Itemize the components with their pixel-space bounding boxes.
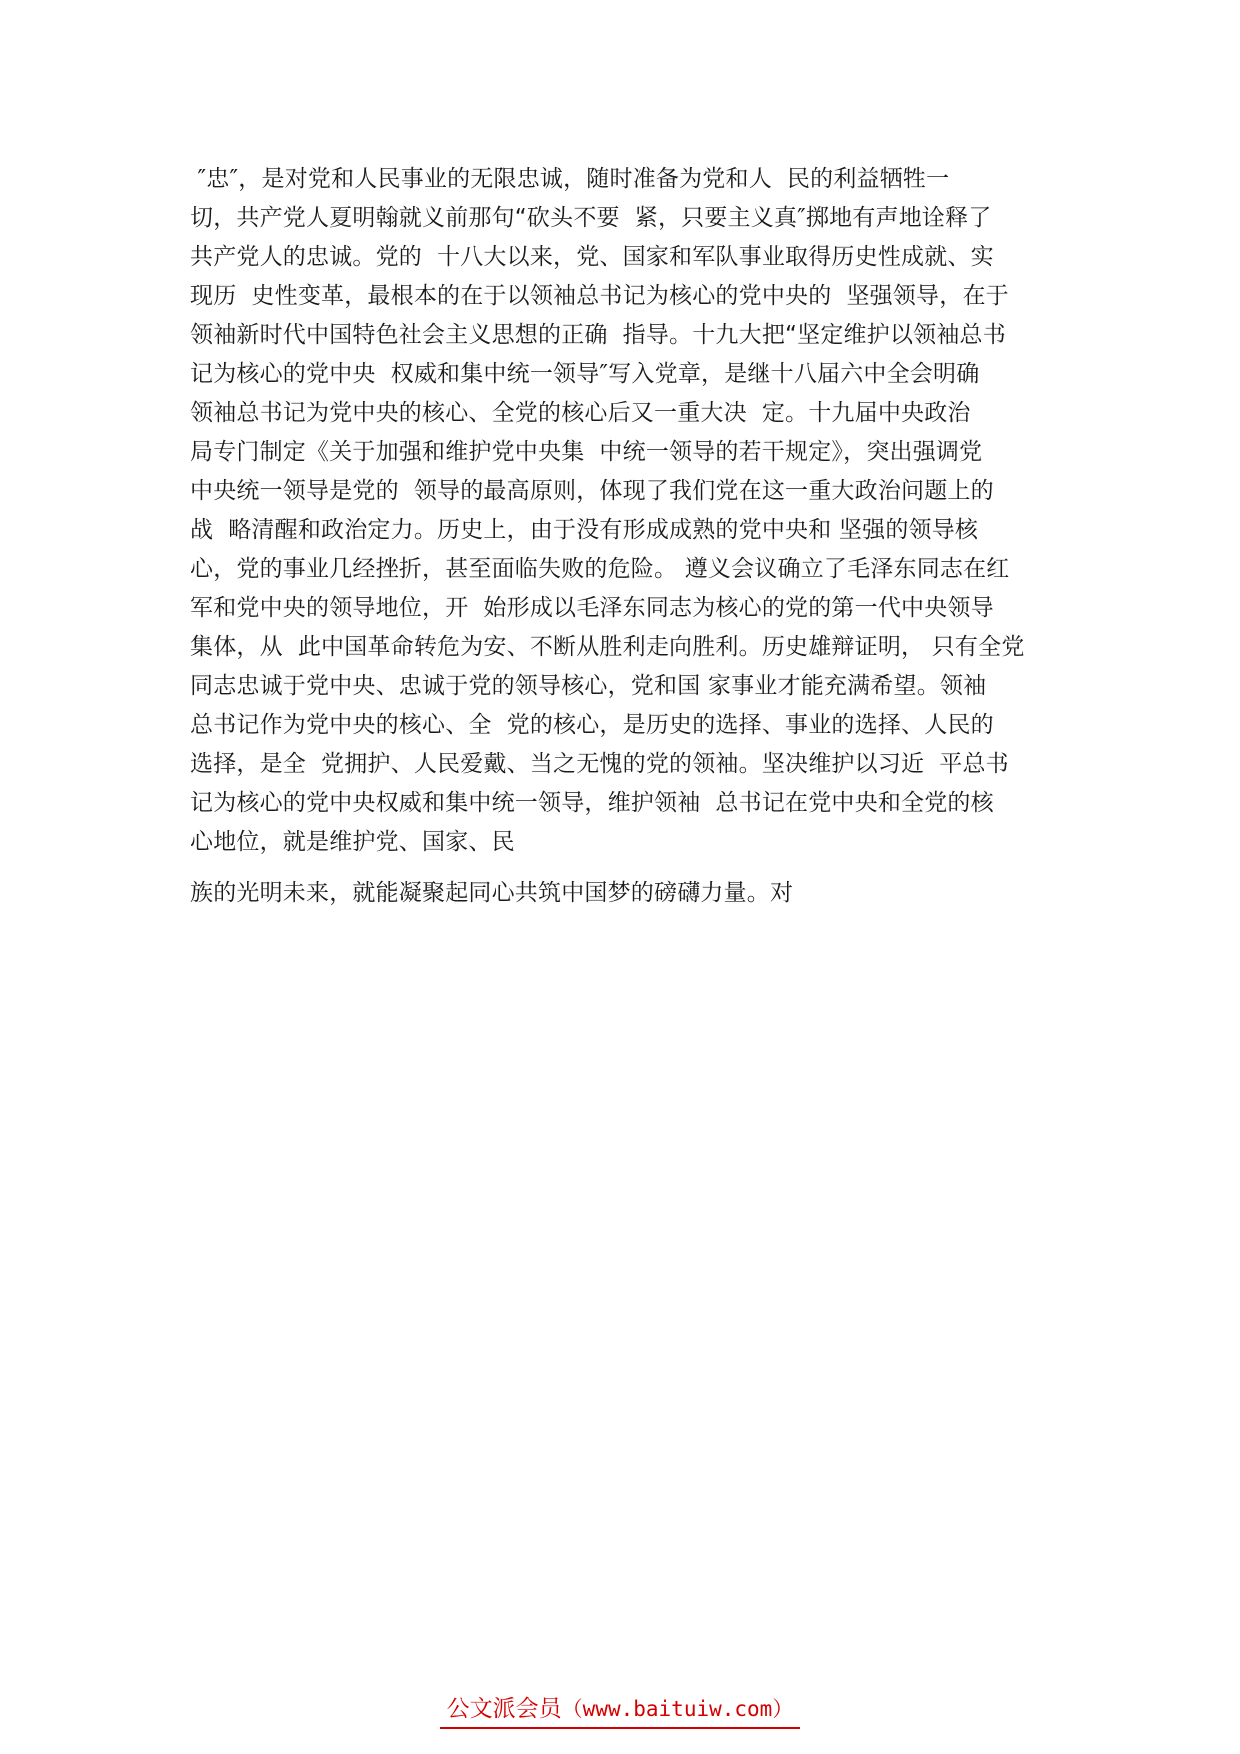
text-line-16: 选择，是全 党拥护、人民爱戴、当之无愧的党的领袖。坚决维护以习近 平总书 <box>190 751 1009 777</box>
text-line-3: 共产党人的忠诚。党的 十八大以来，党、国家和军队事业取得历史性成就、实 <box>190 244 994 270</box>
text-line-9: 中央统一领导是党的 领导的最高原则，体现了我们党在这一重大政治问题上的 <box>190 478 994 504</box>
footer-site-url[interactable]: （www.baituiw.com） <box>561 1697 794 1721</box>
text-line-15: 总书记作为党中央的核心、全 党的核心，是历史的选择、事业的选择、人民的 <box>190 712 994 738</box>
text-line-4: 现历 史性变革，最根本的在于以领袖总书记为核心的党中央的 坚强领导，在于 <box>190 283 1009 309</box>
text-line-10: 战 略清醒和政治定力。历史上，由于没有形成成熟的党中央和 坚强的领导核 <box>190 517 979 543</box>
text-line-5: 领袖新时代中国特色社会主义思想的正确 指导。十九大把“坚定维护以领袖总书 <box>190 322 1006 348</box>
text-line-13: 集体，从 此中国革命转危为安、不断从胜利走向胜利。历史雄辩证明， 只有全党 <box>190 634 1025 660</box>
text-line-14: 同志忠诚于党中央、忠诚于党的领导核心，党和国 家事业才能充满希望。领袖 <box>190 673 987 699</box>
text-line-11: 心，党的事业几经挫折，甚至面临失败的危险。 遵义会议确立了毛泽东同志在红 <box>190 556 1010 582</box>
footer-watermark <box>0 1690 1240 1723</box>
text-line-6: 记为核心的党中央 权威和集中统一领导″写入党章，是继十八届六中全会明确 <box>190 361 980 387</box>
text-line-7: 领袖总书记为党中央的核心、全党的核心后又一重大决 定。十九届中央政治 <box>190 400 971 426</box>
footer-site-name: 公文派会员 <box>446 1696 562 1722</box>
body-text <box>190 160 1070 913</box>
text-line-1: ″忠″，是对党和人民事业的无限忠诚，随时准备为党和人 民的利益牺牲一 <box>190 166 950 192</box>
text-line-2: 切，共产党人夏明翰就义前那句“砍头不要 紧，只要主义真″掷地有声地诠释了 <box>190 205 992 231</box>
text-line-18: 心地位，就是维护党、国家、民 <box>190 829 515 855</box>
text-line-8: 局专门制定《关于加强和维护党中央集 中统一领导的若干规定》，突出强调党 <box>190 439 983 465</box>
text-line-tail: 族的光明未来，就能凝聚起同心共筑中国梦的磅礴力量。对 <box>190 880 794 906</box>
footer-underline <box>440 1727 800 1729</box>
text-line-17: 记为核心的党中央权威和集中统一领导，维护领袖 总书记在党中央和全党的核 <box>190 790 994 816</box>
text-line-12: 军和党中央的领导地位，开 始形成以毛泽东同志为核心的党的第一代中央领导 <box>190 595 994 621</box>
